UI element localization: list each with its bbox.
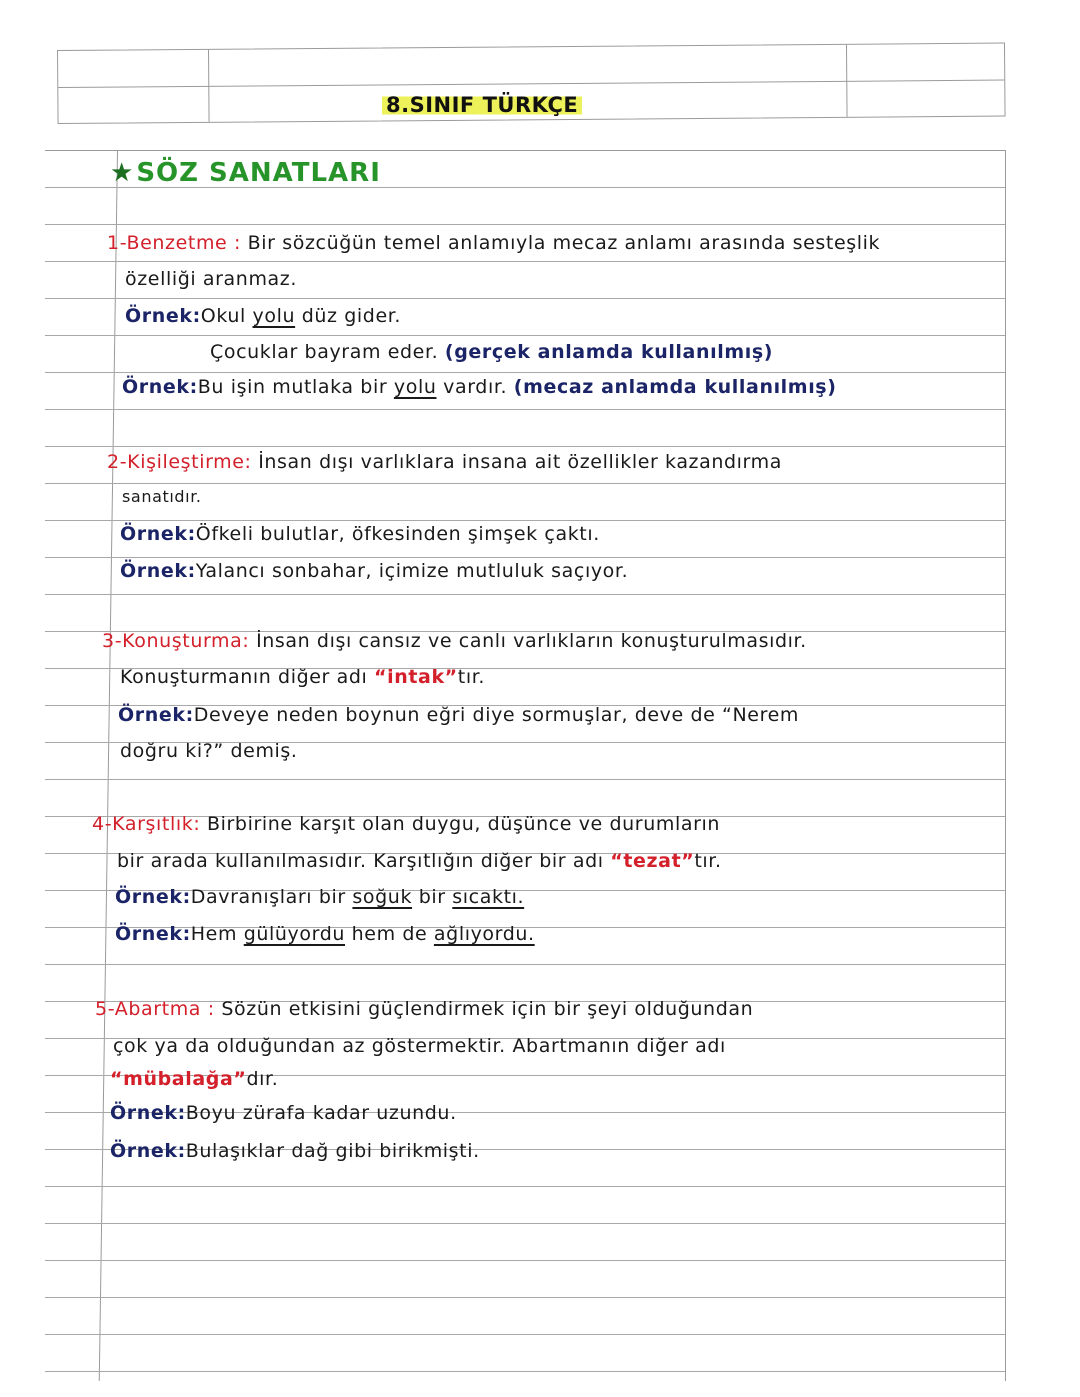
example-label: Örnek: (115, 886, 191, 908)
definition-text: Sözün etkisini güçlendirmek için bir şeyi olduğundan (221, 998, 754, 1020)
page-header-title: 8.SINIF TÜRKÇE (382, 93, 582, 117)
definition-text: Konuşturmanın diğer adı (120, 666, 375, 688)
ruled-line (45, 520, 1005, 521)
ruled-line (45, 372, 1005, 373)
section-number: 1- (107, 232, 127, 254)
alt-name-line (120, 666, 485, 688)
underlined-word: ağlıyordu. (433, 923, 535, 945)
alt-term: “intak” (374, 666, 458, 688)
definition-text: Bir sözcüğün temel anlamıyla mecaz anlamı arasında sesteşlik (247, 232, 881, 254)
example-text: Öfkeli bulutlar, öfkesinden şimşek çaktı. (195, 523, 600, 545)
example-text: Boyu zürafa kadar uzundu. (185, 1102, 457, 1124)
alt-name-line (110, 1068, 278, 1090)
example-text: Okul (200, 305, 253, 327)
main-title-text: SÖZ SANATLARI (136, 158, 381, 188)
ruled-line (45, 335, 1005, 336)
definition-text: dır. (246, 1068, 279, 1090)
separator: : (242, 630, 250, 652)
example-line (115, 886, 524, 908)
example-label: Örnek: (115, 923, 191, 945)
underlined-word: sıcaktı. (452, 886, 525, 908)
example-line (120, 523, 600, 545)
ruled-line (45, 298, 1005, 299)
example-text: doğru ki?” demiş. (120, 740, 298, 762)
section-number: 3- (102, 630, 123, 652)
example-line (118, 704, 799, 726)
ruled-line (45, 409, 1005, 410)
ruled-line (45, 1186, 1005, 1187)
ruled-area (45, 150, 1006, 1381)
section-4-heading (92, 813, 720, 835)
main-title (110, 158, 381, 188)
separator: : (227, 232, 242, 254)
example-label: Örnek: (120, 523, 196, 545)
example-text: bir (412, 886, 453, 908)
example-text: vardır. (436, 376, 514, 398)
definition-line: sanatıdır. (122, 487, 202, 506)
ruled-line (45, 224, 1005, 225)
example-text: hem de (345, 923, 434, 945)
section-5-heading (95, 998, 753, 1020)
definition-text: tır. (457, 666, 486, 688)
example-text: Hem (190, 923, 244, 945)
example-line (210, 341, 773, 363)
example-label: Örnek: (110, 1102, 186, 1124)
section-3-heading (102, 630, 807, 652)
example-text: Çocuklar bayram eder. (210, 341, 445, 363)
ruled-line (45, 446, 1005, 447)
underlined-word: yolu (393, 376, 437, 398)
section-1-heading (107, 232, 880, 254)
section-number: 2- (107, 451, 128, 473)
section-number: 4- (92, 813, 113, 835)
underlined-word: gülüyordu (243, 923, 345, 945)
term-karsitlik: Karşıtlık (112, 813, 194, 835)
term-konusturma: Konuşturma (122, 630, 243, 652)
ruled-line (45, 1223, 1005, 1224)
example-line (120, 560, 628, 582)
example-note: (gerçek anlamda kullanılmış) (444, 341, 774, 363)
ruled-line (45, 1334, 1005, 1335)
underlined-word: yolu (252, 305, 296, 327)
example-line (125, 305, 401, 327)
example-label: Örnek: (125, 305, 201, 327)
section-2-heading (107, 451, 782, 473)
example-text: düz gider. (295, 305, 402, 327)
term-abartma: Abartma (114, 998, 202, 1020)
example-line (110, 1102, 457, 1124)
star-icon: ★ (110, 158, 135, 188)
example-label: Örnek: (120, 560, 196, 582)
example-line (115, 923, 535, 945)
ruled-line (45, 964, 1005, 965)
example-line (110, 1140, 480, 1162)
term-benzetme: Benzetme (126, 232, 228, 254)
ruled-line (45, 1371, 1005, 1372)
ruled-line (45, 1260, 1005, 1261)
definition-text: Birbirine karşıt olan duygu, düşünce ve durumların (206, 813, 721, 835)
definition-text: İnsan dışı varlıklara insana ait özellikler kazandırma (258, 451, 782, 473)
definition-line: çok ya da olduğundan az göstermektir. Abartmanın diğer adı (113, 1035, 726, 1057)
example-line (120, 740, 298, 762)
separator: : (201, 998, 215, 1020)
example-text: Bu işin mutlaka bir (197, 376, 394, 398)
example-text: Davranışları bir (190, 886, 353, 908)
definition-text: İnsan dışı cansız ve canlı varlıkların konuşturulmasıdır. (256, 630, 807, 652)
ruled-line (45, 261, 1005, 262)
underlined-word: soğuk (352, 886, 413, 908)
alt-term: “tezat” (610, 850, 695, 872)
separator: : (244, 451, 252, 473)
ruled-line (45, 1297, 1005, 1298)
alt-name-line (117, 850, 722, 872)
alt-term: “mübalağa” (110, 1068, 247, 1090)
header-divider (58, 80, 1004, 88)
example-text: Deveye neden boynun eğri diye sormuşlar, deve de “Nerem (193, 704, 799, 726)
definition-text: bir arada kullanılmasıdır. Karşıtlığın diğer bir adı (117, 850, 611, 872)
ruled-line (45, 594, 1005, 595)
example-note: (mecaz anlamda kullanılmış) (513, 376, 837, 398)
ruled-line (45, 557, 1005, 558)
separator: : (193, 813, 201, 835)
example-text: Bulaşıklar dağ gibi birikmişti. (185, 1140, 480, 1162)
ruled-line (45, 779, 1005, 780)
term-kisilestirme: Kişileştirme (127, 451, 245, 473)
example-label: Örnek: (122, 376, 198, 398)
example-line (122, 376, 837, 398)
example-label: Örnek: (118, 704, 194, 726)
definition-text: tır. (694, 850, 722, 872)
example-label: Örnek: (110, 1140, 186, 1162)
section-number: 5- (95, 998, 115, 1020)
example-text: Yalancı sonbahar, içimize mutluluk saçıyor. (195, 560, 629, 582)
ruled-line (45, 483, 1005, 484)
definition-line: özelliği aranmaz. (125, 268, 298, 290)
